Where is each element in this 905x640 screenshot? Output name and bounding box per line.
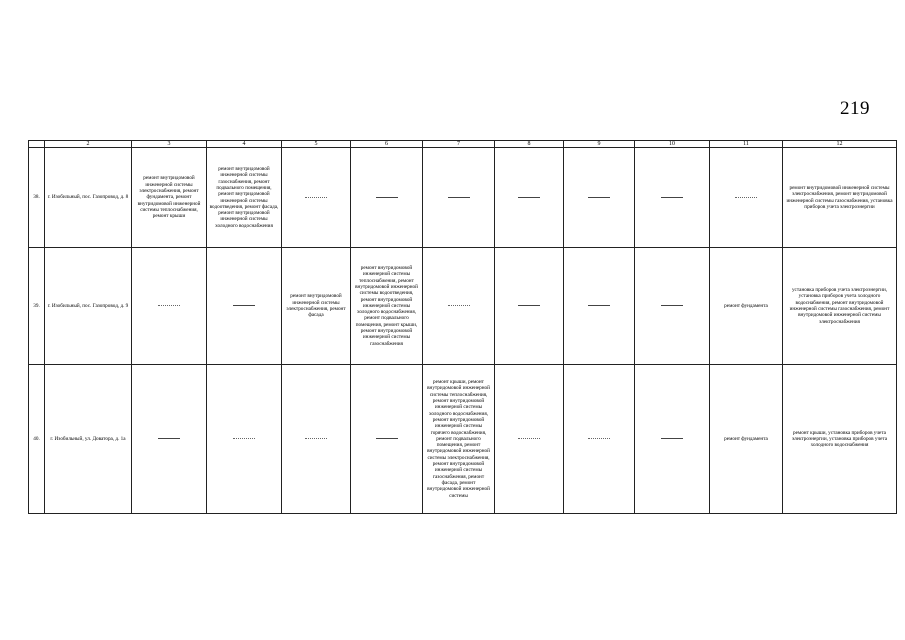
row-number: 38. <box>29 148 45 248</box>
dash-cell <box>564 248 635 365</box>
dash-cell <box>282 365 351 514</box>
dash-cell <box>564 148 635 248</box>
dash-mark <box>518 197 540 198</box>
dash-mark <box>735 197 757 198</box>
dash-cell <box>132 248 207 365</box>
address-cell: г. Изобильный, пос. Газопровод, д. 9 <box>45 248 132 365</box>
column-header: 8 <box>495 141 564 148</box>
dash-mark <box>661 197 683 198</box>
dash-mark <box>518 305 540 306</box>
dash-cell <box>495 148 564 248</box>
dash-mark <box>233 438 255 439</box>
dash-mark <box>661 438 683 439</box>
table-row <box>29 248 897 365</box>
dash-cell <box>710 148 783 248</box>
dash-cell <box>282 148 351 248</box>
column-header: 7 <box>423 141 495 148</box>
column-header <box>29 141 45 148</box>
address-cell: г. Изобильный, ул. Доватора, д. 1а <box>45 365 132 514</box>
dash-mark <box>376 197 398 198</box>
dash-mark <box>588 305 610 306</box>
column-header: 3 <box>132 141 207 148</box>
work-cell: ремонт внутридомовой инженерной системы электроснабжения, ремонт фундамента, ремонт внутридомовой инженерной системы теплоснабжения, ремонт крыши <box>132 148 207 248</box>
dash-cell <box>564 365 635 514</box>
row-number: 39. <box>29 248 45 365</box>
column-header: 4 <box>207 141 282 148</box>
dash-mark <box>305 197 327 198</box>
page-number: 219 <box>840 98 870 119</box>
column-header: 2 <box>45 141 132 148</box>
work-cell: установка приборов учета электроэнергии, установка приборов учета холодного водоснабжения, ремонт внутридомовой инженерной системы газоснабжения, ремонт внутридомовой инженерной системы электроснабжения <box>783 248 897 365</box>
dash-mark <box>305 438 327 439</box>
dash-cell <box>495 248 564 365</box>
dash-cell <box>635 365 710 514</box>
dash-cell <box>423 248 495 365</box>
dash-mark <box>661 305 683 306</box>
address-cell: г. Изобильный, пос. Газопровод, д. 8 <box>45 148 132 248</box>
dash-cell <box>635 148 710 248</box>
work-cell: ремонт крыши, установка приборов учета электроэнергии, установка приборов учета холодного водоснабжения <box>783 365 897 514</box>
repair-schedule-table <box>28 140 897 514</box>
dash-cell <box>207 365 282 514</box>
work-cell: ремонт внутридомовой инженерной системы электроснабжения, ремонт внутридомовой инженерной системы газоснабжения, установка приборов учета электроэнергии <box>783 148 897 248</box>
dash-cell <box>351 148 423 248</box>
column-header: 6 <box>351 141 423 148</box>
dash-cell <box>351 365 423 514</box>
column-header: 10 <box>635 141 710 148</box>
dash-cell <box>635 248 710 365</box>
dash-mark <box>233 305 255 306</box>
column-header: 12 <box>783 141 897 148</box>
dash-mark <box>158 305 180 306</box>
table-row <box>29 148 897 248</box>
dash-mark <box>518 438 540 439</box>
dash-cell <box>495 365 564 514</box>
dash-mark <box>448 197 470 198</box>
column-header: 11 <box>710 141 783 148</box>
dash-mark <box>158 438 180 439</box>
column-number-row <box>29 141 897 148</box>
dash-cell <box>423 148 495 248</box>
work-cell: ремонт внутридомовой инженерной системы теплоснабжения, ремонт внутридомовой инженерной системы водоотведения, ремонт внутридомовой инженерной системы холодного водоснабжения, ремонт подвального помещения, ремонт крыши, ремонт внутридомовой инженерной системы газоснабжения <box>351 248 423 365</box>
dash-mark <box>588 438 610 439</box>
dash-cell <box>207 248 282 365</box>
work-cell: ремонт внутридомовой инженерной системы газоснабжения, ремонт подвального помещения, ремонт внутридомовой инженерной системы водоотведения, ремонт фасада, ремонт внутридомовой инженерной системы холодного водоснабжения <box>207 148 282 248</box>
dash-mark <box>448 305 470 306</box>
dash-mark <box>376 438 398 439</box>
row-number: 40. <box>29 365 45 514</box>
work-cell: ремонт фундамента <box>710 365 783 514</box>
work-cell: ремонт внутридомовой инженерной системы электроснабжения, ремонт фасада <box>282 248 351 365</box>
dash-cell <box>132 365 207 514</box>
column-header: 5 <box>282 141 351 148</box>
table-row <box>29 365 897 514</box>
work-cell: ремонт крыши, ремонт внутридомовой инженерной системы теплоснабжения, ремонт внутридомовой инженерной системы холодного водоснабжения, ремонт внутридомовой инженерной системы горячего водоснабжения, ремонт подвального помещения, ремонт внутридомовой инженерной системы электроснабжения, ремонт внутридомовой инженерной системы газоснабжения, ремонт фасада, ремонт внутридомовой инженерной системы <box>423 365 495 514</box>
dash-mark <box>588 197 610 198</box>
column-header: 9 <box>564 141 635 148</box>
work-cell: ремонт фундамента <box>710 248 783 365</box>
